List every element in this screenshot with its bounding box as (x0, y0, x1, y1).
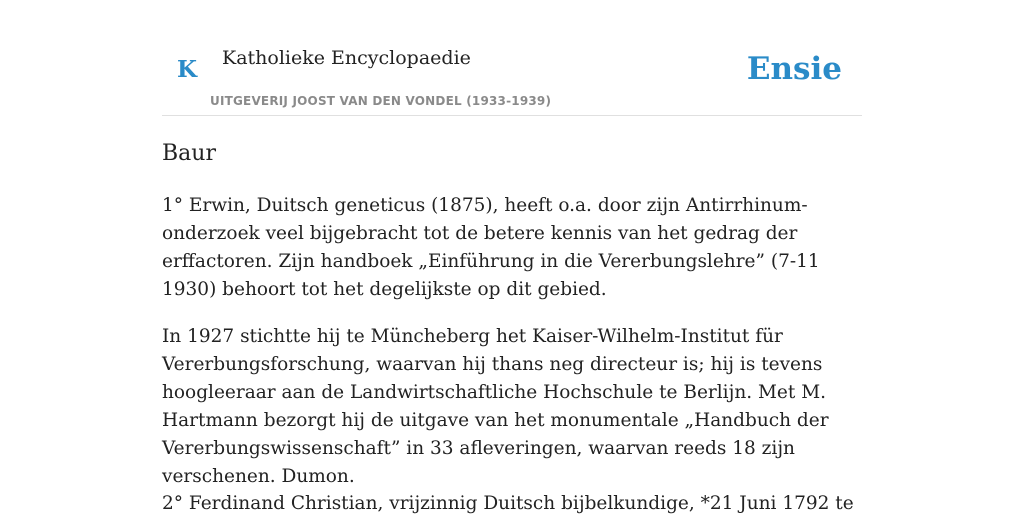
ensie-logo-link[interactable]: Ensie (746, 51, 842, 87)
site-header (162, 0, 862, 116)
article-paragraph: 2° Ferdinand Christian, vrijzinnig Duitsch bijbelkundige, *21 Juni 1792 te (162, 493, 854, 514)
article-paragraph: 1° Erwin, Duitsch geneticus (1875), heeft o.a. door zijn Antirrhinum-onderzoek veel bijgebracht tot de betere kennis van het gedrag der erffactoren. Zijn handboek „Einführung in die Vererbungslehre” (7-11 1930) behoort tot het degelijkste op dit gebied. (162, 195, 820, 300)
article-title: Baur (162, 141, 216, 166)
publisher-subtitle: UITGEVERIJ JOOST VAN DEN VONDEL (1933-1939) (210, 94, 552, 108)
article-paragraph: In 1927 stichtte hij te Müncheberg het Kaiser-Wilhelm-Institut für Vererbungsforschung, waarvan hij thans neg directeur is; hij is tevens hoogleeraar aan de Landwirtschaftliche Hochschule te Berlijn. Met M. Hartmann bezorgt hij de uitgave van het monumentale „Handbuch der Vererbungswissenschaft” in 33 afleveringen, waarvan reeds 18 zijn verschenen. Dumon. (162, 326, 829, 487)
encyclopedia-logo[interactable]: K (177, 56, 197, 83)
site-title-link[interactable]: Katholieke Encyclopaedie (222, 47, 471, 69)
page-container (162, 0, 862, 514)
